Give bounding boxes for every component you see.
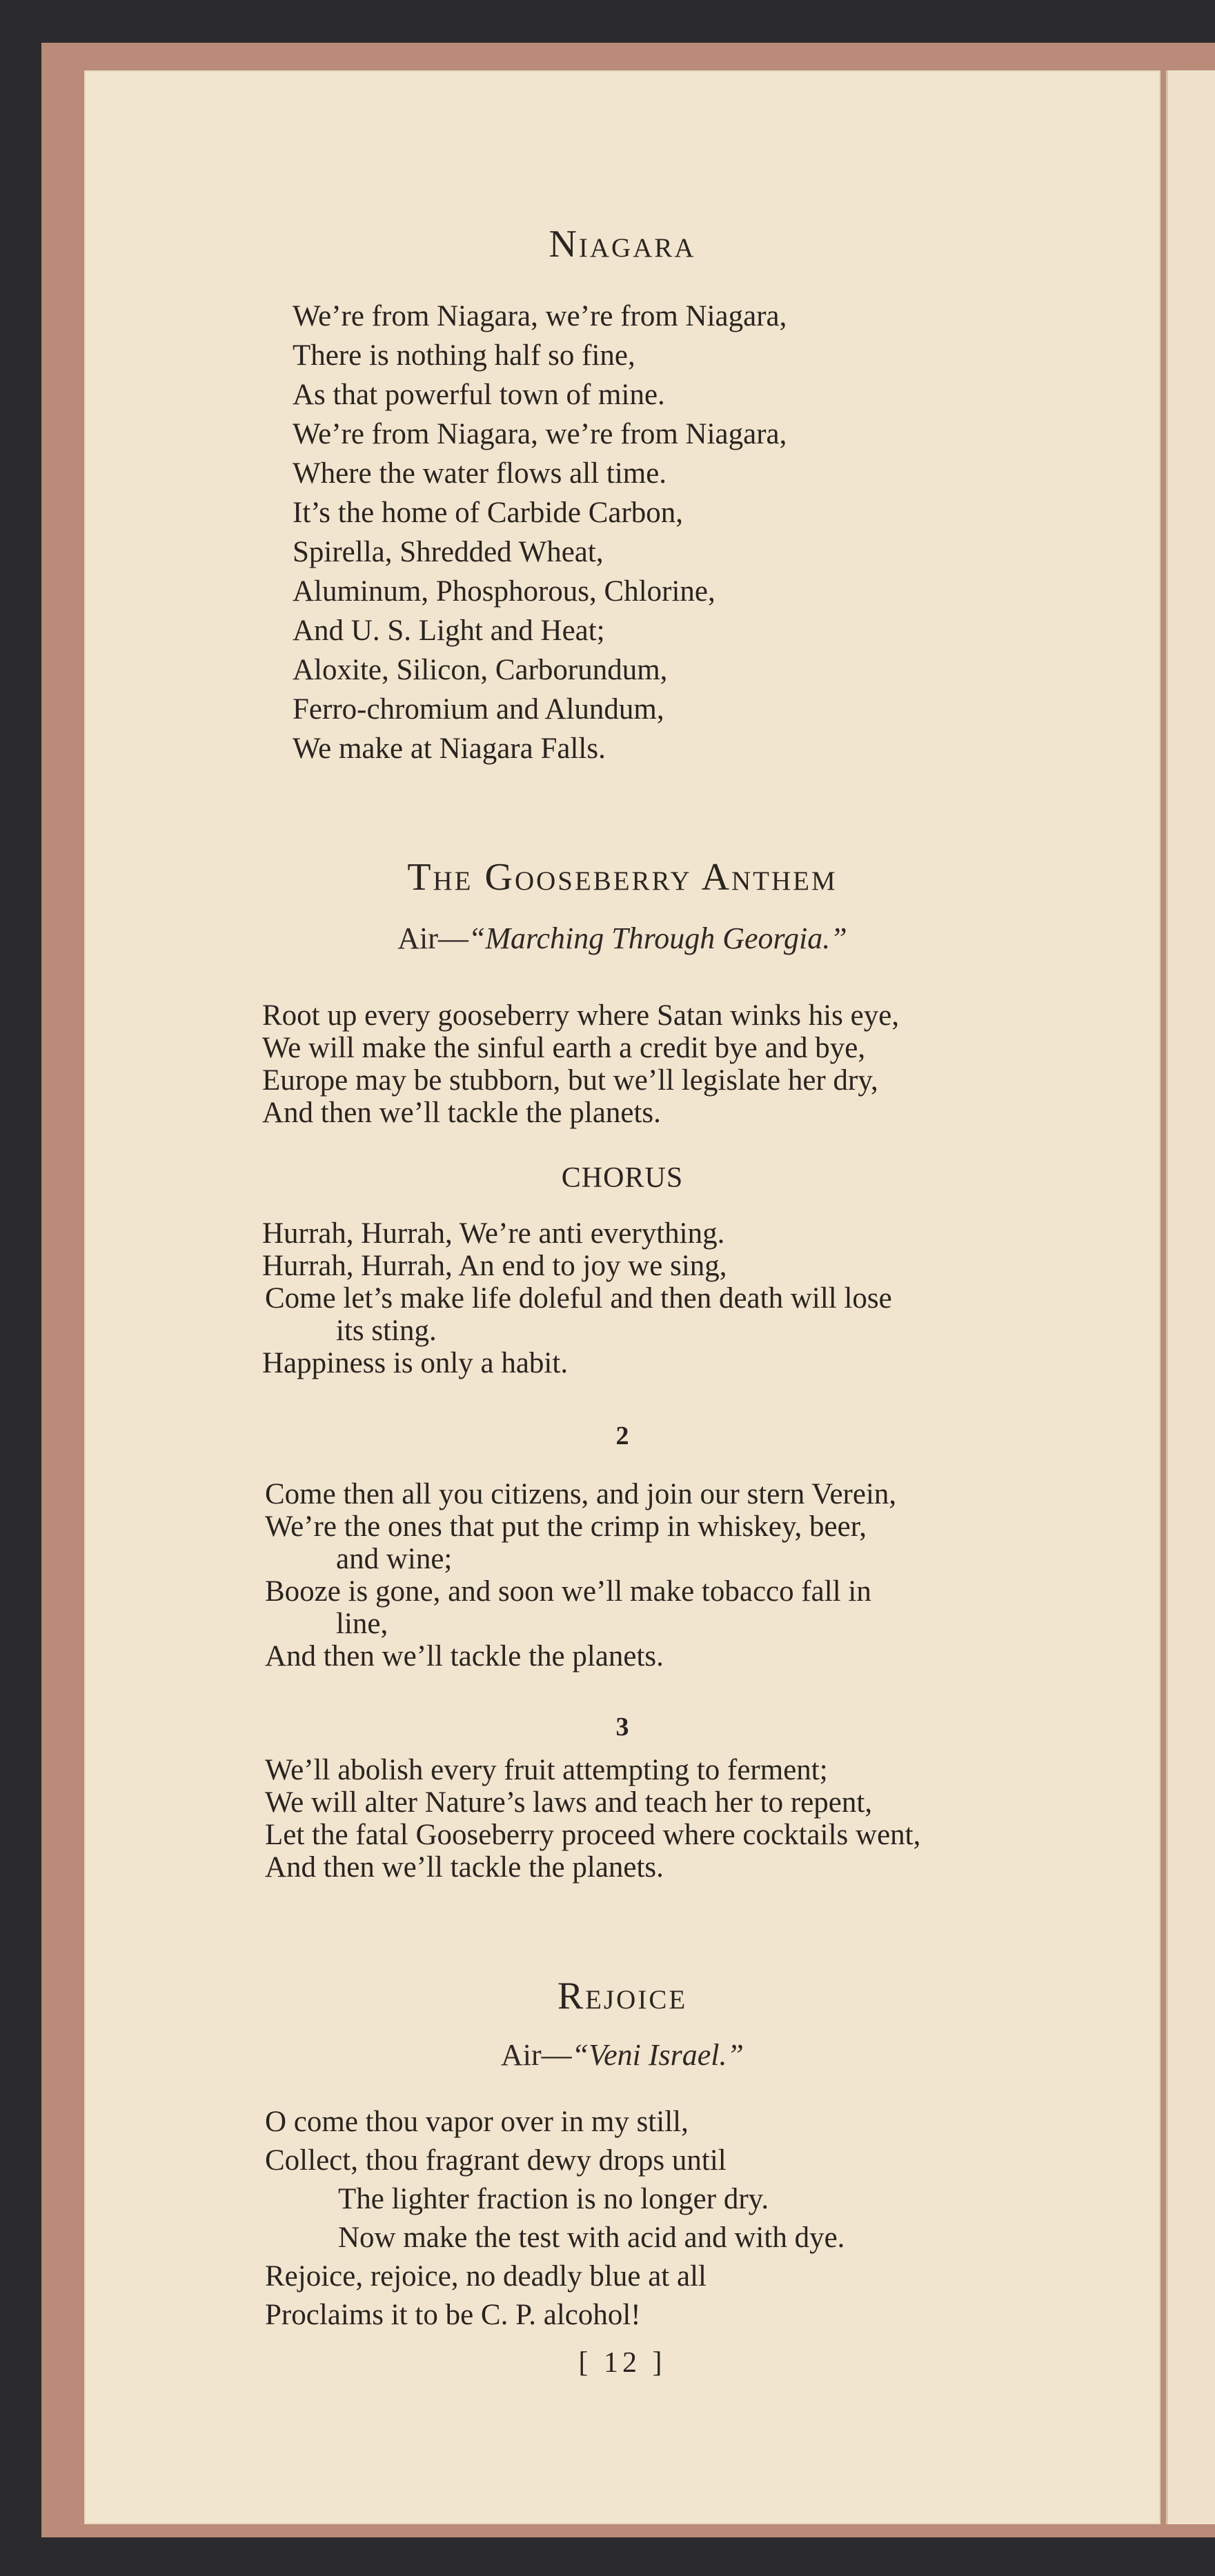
lyric-line: Aloxite, Silicon, Carborundum,	[293, 654, 668, 686]
lyric-line: And then we’ll tackle the planets.	[265, 1640, 664, 1673]
lyric-line: We’ll abolish every fruit attempting to ferment;	[265, 1754, 828, 1786]
lyric-line: We will make the sinful earth a credit bye and bye,	[262, 1032, 866, 1064]
gooseberry-title: The Gooseberry Anthem	[407, 856, 838, 899]
lyric-line: Hurrah, Hurrah, We’re anti everything.	[262, 1217, 725, 1250]
lyric-line: We’re from Niagara, we’re from Niagara,	[293, 418, 787, 450]
lyric-line: As that powerful town of mine.	[293, 379, 665, 411]
air-prefix: Air—	[500, 2038, 572, 2072]
lyric-line: Root up every gooseberry where Satan winks his eye,	[262, 999, 900, 1032]
rejoice-air	[84, 2037, 1160, 2073]
lyric-line: Now make the test with acid and with dye.	[338, 2221, 845, 2254]
lyric-line: Aluminum, Phosphorous, Chlorine,	[293, 575, 715, 608]
lyric-line: Come then all you citizens, and join our stern Verein,	[265, 1478, 897, 1510]
chorus-label: CHORUS	[561, 1162, 684, 1194]
lyric-line: Rejoice, rejoice, no deadly blue at all	[265, 2260, 707, 2293]
lyric-line: There is nothing half so fine,	[293, 339, 635, 372]
lyric-line: O come thou vapor over in my still,	[265, 2106, 689, 2138]
lyric-line: line,	[336, 1608, 388, 1640]
air-tune: “Veni Israel.”	[571, 2038, 744, 2072]
lyric-line: Europe may be stubborn, but we’ll legislate her dry,	[262, 1064, 878, 1097]
verse-number: 3	[615, 1713, 629, 1741]
lyric-line: Collect, thou fragrant dewy drops until	[265, 2144, 727, 2177]
lyric-line: Let the fatal Gooseberry proceed where cocktails went,	[265, 1819, 921, 1851]
air-tune: “Marching Through Georgia.”	[468, 921, 847, 955]
lyric-line: And U. S. Light and Heat;	[293, 615, 605, 647]
lyric-line: And then we’ll tackle the planets.	[265, 1851, 664, 1884]
lyric-line: Hurrah, Hurrah, An end to joy we sing,	[262, 1250, 727, 1282]
facing-page-edge	[1166, 70, 1215, 2524]
lyric-line: It’s the home of Carbide Carbon,	[293, 497, 684, 529]
lyric-line: Where the water flows all time.	[293, 457, 667, 490]
air-prefix: Air—	[397, 921, 468, 955]
niagara-title: Niagara	[549, 223, 696, 266]
lyric-line: its sting.	[336, 1315, 437, 1347]
lyric-line: Happiness is only a habit.	[262, 1347, 569, 1379]
lyric-line: We’re the ones that put the crimp in whiskey, beer,	[265, 1510, 867, 1543]
booklet-page	[84, 70, 1160, 2524]
lyric-line: Ferro-chromium and Alundum,	[293, 693, 664, 726]
lyric-line: Come let’s make life doleful and then death will lose	[265, 1282, 892, 1315]
lyric-line: The lighter fraction is no longer dry.	[338, 2183, 769, 2215]
lyric-line: We will alter Nature’s laws and teach her to repent,	[265, 1786, 873, 1819]
verse-number: 2	[615, 1421, 629, 1450]
lyric-line: And then we’ll tackle the planets.	[262, 1097, 661, 1129]
gooseberry-air	[84, 921, 1160, 956]
lyric-line: Proclaims it to be C. P. alcohol!	[265, 2299, 641, 2331]
lyric-line: Booze is gone, and soon we’ll make tobacco fall in	[265, 1575, 871, 1608]
lyric-line: and wine;	[336, 1543, 453, 1575]
page-number: [ 12 ]	[578, 2347, 666, 2379]
lyric-line: We’re from Niagara, we’re from Niagara,	[293, 300, 787, 332]
lyric-line: We make at Niagara Falls.	[293, 732, 606, 765]
rejoice-title: Rejoice	[557, 1975, 688, 2017]
lyric-line: Spirella, Shredded Wheat,	[293, 536, 604, 568]
